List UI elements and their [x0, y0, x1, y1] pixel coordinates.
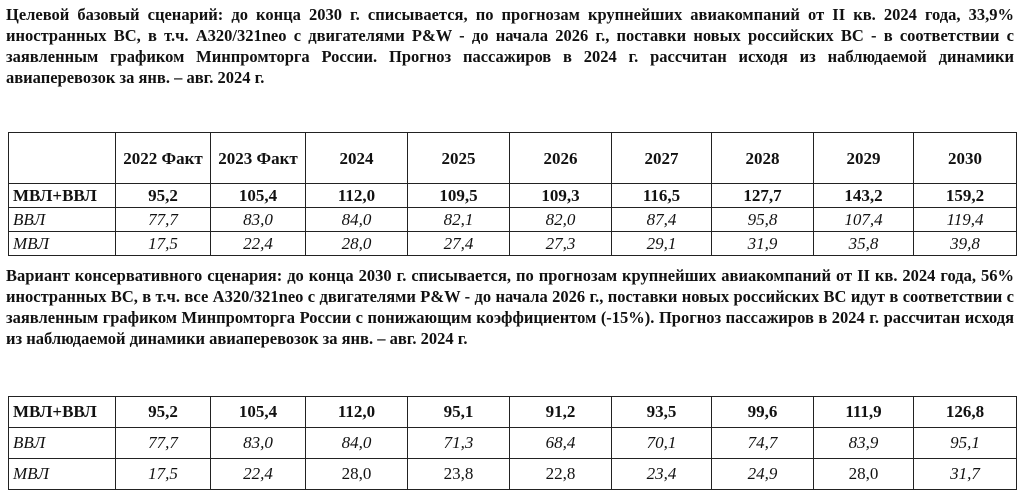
table-cell: 127,7: [712, 184, 814, 208]
table-row: [9, 428, 1017, 459]
table-cell: 74,7: [712, 428, 814, 459]
table-cell: 109,3: [510, 184, 612, 208]
table-cell: 83,9: [814, 428, 914, 459]
table-cell: 28,0: [814, 459, 914, 490]
table-cell: 29,1: [612, 232, 712, 256]
baseline-scenario-description: Целевой базовый сценарий: до конца 2030 г. списывается, по прогнозам крупнейших авиакомпаний от II кв. 2024 года, 33,9% иностранных ВС, в т.ч. A320/321neo с двигателями P&W - до начала 2026 г., поставки новых российских ВС - в соответствии с заявленным графиком Минпромторга России. Прогноз пассажиров в 2024 г. рассчитан исходя из наблюдаемой динамики авиаперевозок за янв. – авг. 2024 г.: [6, 5, 1014, 87]
table-cell: 77,7: [116, 208, 211, 232]
row-label: ВВЛ: [9, 428, 116, 459]
header-cell: 2025: [408, 133, 510, 184]
table-cell: 22,8: [510, 459, 612, 490]
header-cell: 2022 Факт: [116, 133, 211, 184]
table-cell: 99,6: [712, 397, 814, 428]
table-cell: 70,1: [612, 428, 712, 459]
table-cell: 107,4: [814, 208, 914, 232]
table-cell: 71,3: [408, 428, 510, 459]
row-label: МВЛ+ВВЛ: [9, 184, 116, 208]
table-cell: 95,2: [116, 397, 211, 428]
table-cell: 22,4: [211, 459, 306, 490]
table-cell: 95,2: [116, 184, 211, 208]
row-label: МВЛ: [9, 459, 116, 490]
table-cell: 116,5: [612, 184, 712, 208]
table-cell: 27,3: [510, 232, 612, 256]
table-cell: 95,1: [408, 397, 510, 428]
conservative-forecast-table: [8, 396, 1017, 490]
table-header-row: [9, 133, 1017, 184]
table-row: [9, 232, 1017, 256]
table-row: [9, 184, 1017, 208]
table-cell: 31,9: [712, 232, 814, 256]
table-cell: 23,4: [612, 459, 712, 490]
table-cell: 17,5: [116, 232, 211, 256]
table-cell: 31,7: [914, 459, 1017, 490]
header-cell: 2029: [814, 133, 914, 184]
table-cell: 28,0: [306, 459, 408, 490]
table-cell: 35,8: [814, 232, 914, 256]
table-cell: 126,8: [914, 397, 1017, 428]
table-cell: 82,0: [510, 208, 612, 232]
table-cell: 109,5: [408, 184, 510, 208]
table-cell: 77,7: [116, 428, 211, 459]
conservative-scenario-description: Вариант консервативного сценария: до конца 2030 г. списывается, по прогнозам крупнейших авиакомпаний от II кв. 2024 года, 56% иностранных ВС, в т.ч. все A320/321neo с двигателями P&W - до начала 2026 г., поставки новых российских ВС идут в соответствии с заявленным графиком Минпромторга России с понижающим коэффициентом (-15%). Прогноз пассажиров в 2024 г. рассчитан исходя из наблюдаемой динамики авиаперевозок за янв. – авг. 2024 г.: [6, 266, 1014, 348]
table-cell: 112,0: [306, 397, 408, 428]
table-cell: 83,0: [211, 208, 306, 232]
header-cell: 2027: [612, 133, 712, 184]
table-cell: 91,2: [510, 397, 612, 428]
table-cell: 95,8: [712, 208, 814, 232]
header-cell: 2030: [914, 133, 1017, 184]
table-row: [9, 459, 1017, 490]
table-cell: 105,4: [211, 184, 306, 208]
table-cell: 83,0: [211, 428, 306, 459]
table-cell: 93,5: [612, 397, 712, 428]
row-label: МВЛ: [9, 232, 116, 256]
table-cell: 159,2: [914, 184, 1017, 208]
table-cell: 119,4: [914, 208, 1017, 232]
table-cell: 84,0: [306, 208, 408, 232]
header-cell: [9, 133, 116, 184]
row-label: ВВЛ: [9, 208, 116, 232]
table-cell: 111,9: [814, 397, 914, 428]
table-cell: 95,1: [914, 428, 1017, 459]
table-cell: 105,4: [211, 397, 306, 428]
table-cell: 28,0: [306, 232, 408, 256]
table-cell: 27,4: [408, 232, 510, 256]
table-cell: 143,2: [814, 184, 914, 208]
header-cell: 2023 Факт: [211, 133, 306, 184]
baseline-forecast-table: [8, 132, 1017, 256]
table-row: [9, 397, 1017, 428]
table-cell: 23,8: [408, 459, 510, 490]
table-cell: 68,4: [510, 428, 612, 459]
table-cell: 39,8: [914, 232, 1017, 256]
header-cell: 2026: [510, 133, 612, 184]
table-row: [9, 208, 1017, 232]
table-cell: 24,9: [712, 459, 814, 490]
header-cell: 2028: [712, 133, 814, 184]
table-cell: 87,4: [612, 208, 712, 232]
header-cell: 2024: [306, 133, 408, 184]
table-cell: 22,4: [211, 232, 306, 256]
row-label: МВЛ+ВВЛ: [9, 397, 116, 428]
table-cell: 82,1: [408, 208, 510, 232]
table-cell: 112,0: [306, 184, 408, 208]
table-cell: 17,5: [116, 459, 211, 490]
table-cell: 84,0: [306, 428, 408, 459]
